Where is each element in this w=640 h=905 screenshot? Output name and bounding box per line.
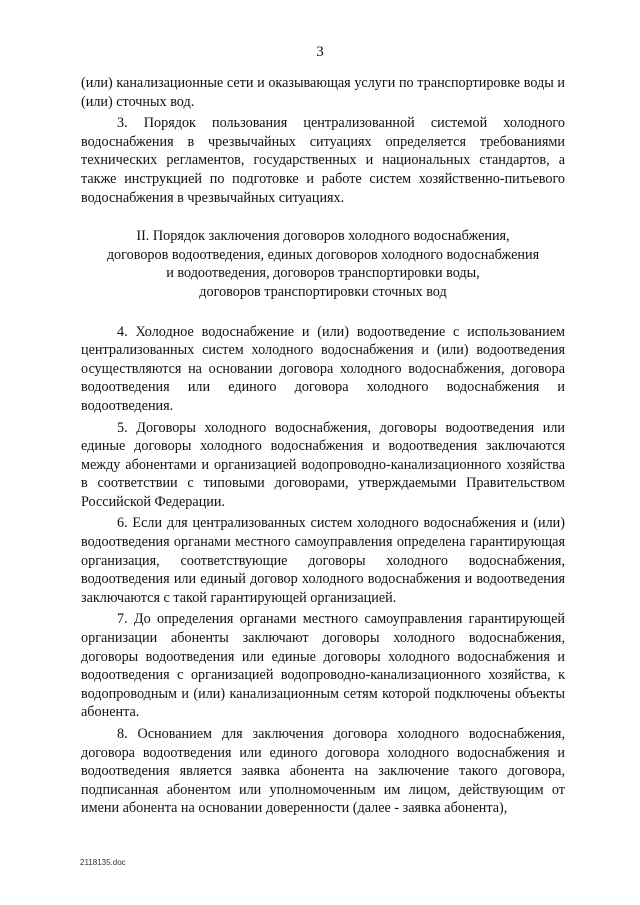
paragraph-3: 3. Порядок пользования централизованной системой холодного водоснабжения в чрезвычайных ситуациях определяется требованиями технических регламентов, государственных и национальных стандартов, а также инструкцией по подготовке и работе систем хозяйственно-питьевого водоснабжения в чрезвычайных ситуациях. <box>81 115 565 206</box>
page-number: 3 <box>316 44 324 60</box>
section-heading-line: договоров водоотведения, единых договоров холодного водоснабжения <box>106 246 540 263</box>
section-heading <box>81 227 565 301</box>
paragraph-7: 7. До определения органами местного самоуправления гарантирующей организации абоненты заключают договоры холодного водоснабжения, договоры водоотведения или единые договоры холодного водоснабжения и водоотведения с организацией водопроводно-канализационного хозяйства, к водопроводным и (или) канализационным сетям которой подключены объекты абонента. <box>81 611 565 721</box>
paragraph-6: 6. Если для централизованных систем холодного водоснабжения и (или) водоотведения органами местного самоуправления определена гарантирующая организация, соответствующие договоры холодного водоснабжения, водоотведения или единый договор холодного водоснабжения и водоотведения заключаются с такой гарантирующей организацией. <box>81 515 565 606</box>
paragraph-5: 5. Договоры холодного водоснабжения, договоры водоотведения или единые договоры холодного водоснабжения и водоотведения заключаются между абонентами и организацией водопроводно-канализационного хозяйства в соответствии с типовыми договорами, утверждаемыми Правительством Российской Федерации. <box>81 419 565 510</box>
section-heading-line: II. Порядок заключения договоров холодного водоснабжения, <box>136 228 510 245</box>
document-body <box>81 74 565 821</box>
section-heading-line: и водоотведения, договоров транспортировки воды, <box>166 265 480 282</box>
paragraph-4: 4. Холодное водоснабжение и (или) водоотведение с использованием централизованных систем холодного водоснабжения и (или) водоотведения осуществляются на основании договора холодного водоснабжения, договора водоотведения или единого договора холодного водоснабжения и водоотведения. <box>81 323 565 414</box>
paragraph-continuation: (или) канализационные сети и оказывающая услуги по транспортировке воды и (или) сточных вод. <box>81 75 565 110</box>
footer-filename: 2118135.doc <box>80 858 126 867</box>
paragraph-8: 8. Основанием для заключения договора холодного водоснабжения, договора водоотведения или единого договора холодного водоснабжения и водоотведения является заявка абонента на заключение такого договора, подписанная абонентом или уполномоченным им лицом, действующим от имени абонента на основании доверенности (далее - заявка абонента), <box>81 726 565 817</box>
section-heading-line: договоров транспортировки сточных вод <box>199 283 447 300</box>
